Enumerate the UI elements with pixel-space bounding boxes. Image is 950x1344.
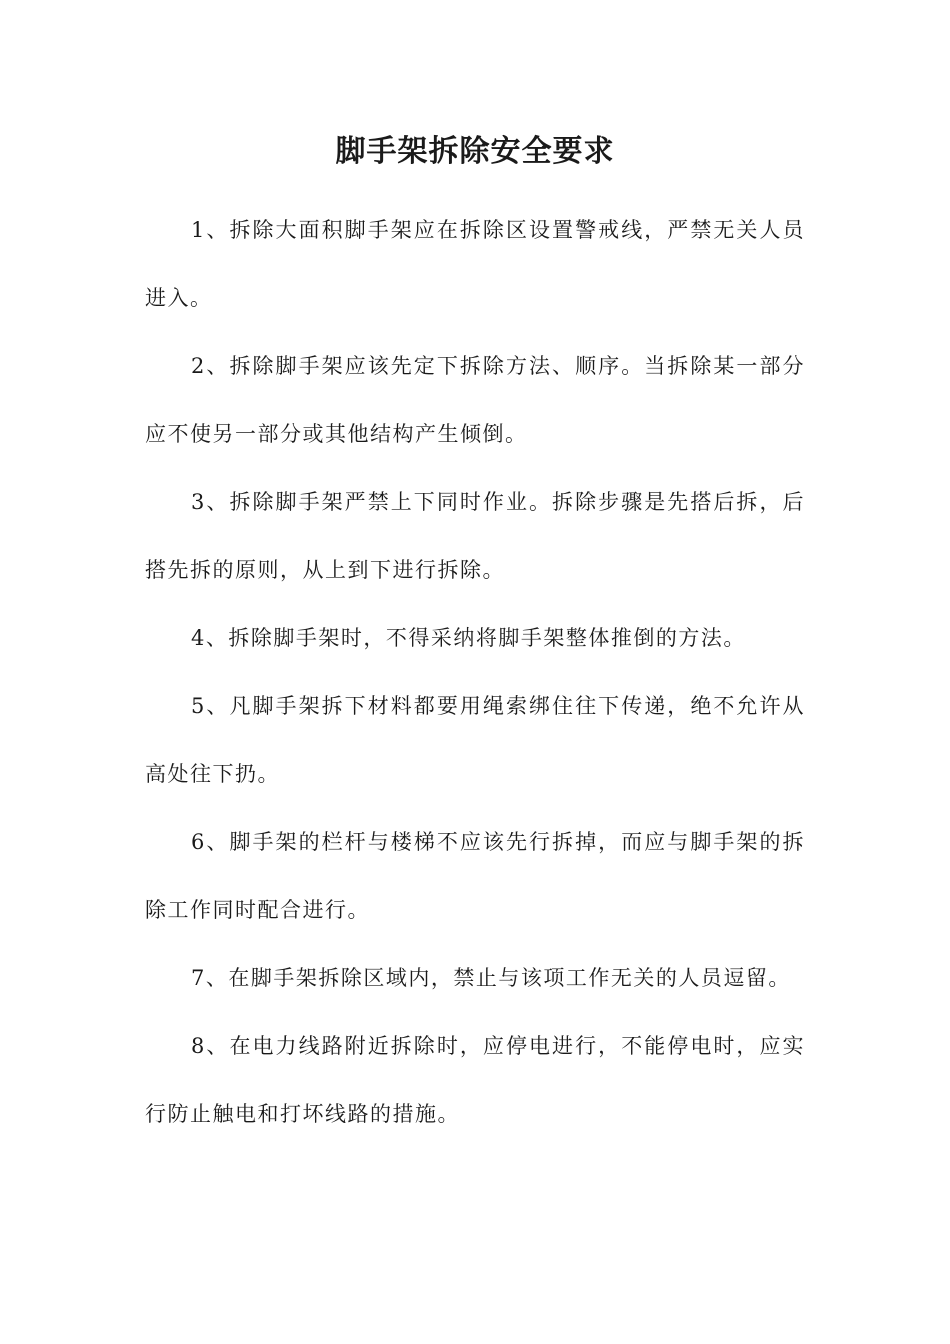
paragraph-6: 6、脚手架的栏杆与楼梯不应该先行拆掉，而应与脚手架的拆除工作同时配合进行。 <box>145 830 805 922</box>
paragraph-4: 4、拆除脚手架时，不得采纳将脚手架整体推倒的方法。 <box>191 626 746 650</box>
paragraph-5: 5、凡脚手架拆下材料都要用绳索绑住往下传递，绝不允许从高处往下扔。 <box>145 694 805 786</box>
document-body <box>145 196 805 1148</box>
paragraph-3: 3、拆除脚手架严禁上下同时作业。拆除步骤是先搭后拆，后搭先拆的原则，从上到下进行拆除。 <box>145 490 805 582</box>
paragraph-8: 8、在电力线路附近拆除时，应停电进行，不能停电时，应实行防止触电和打坏线路的措施。 <box>145 1034 805 1126</box>
paragraph-7: 7、在脚手架拆除区域内，禁止与该项工作无关的人员逗留。 <box>191 966 791 990</box>
paragraph-1: 1、拆除大面积脚手架应在拆除区设置警戒线，严禁无关人员进入。 <box>145 218 805 310</box>
document-title: 脚手架拆除安全要求 <box>335 134 615 169</box>
paragraph-2: 2、拆除脚手架应该先定下拆除方法、顺序。当拆除某一部分应不使另一部分或其他结构产生倾倒。 <box>145 354 805 446</box>
